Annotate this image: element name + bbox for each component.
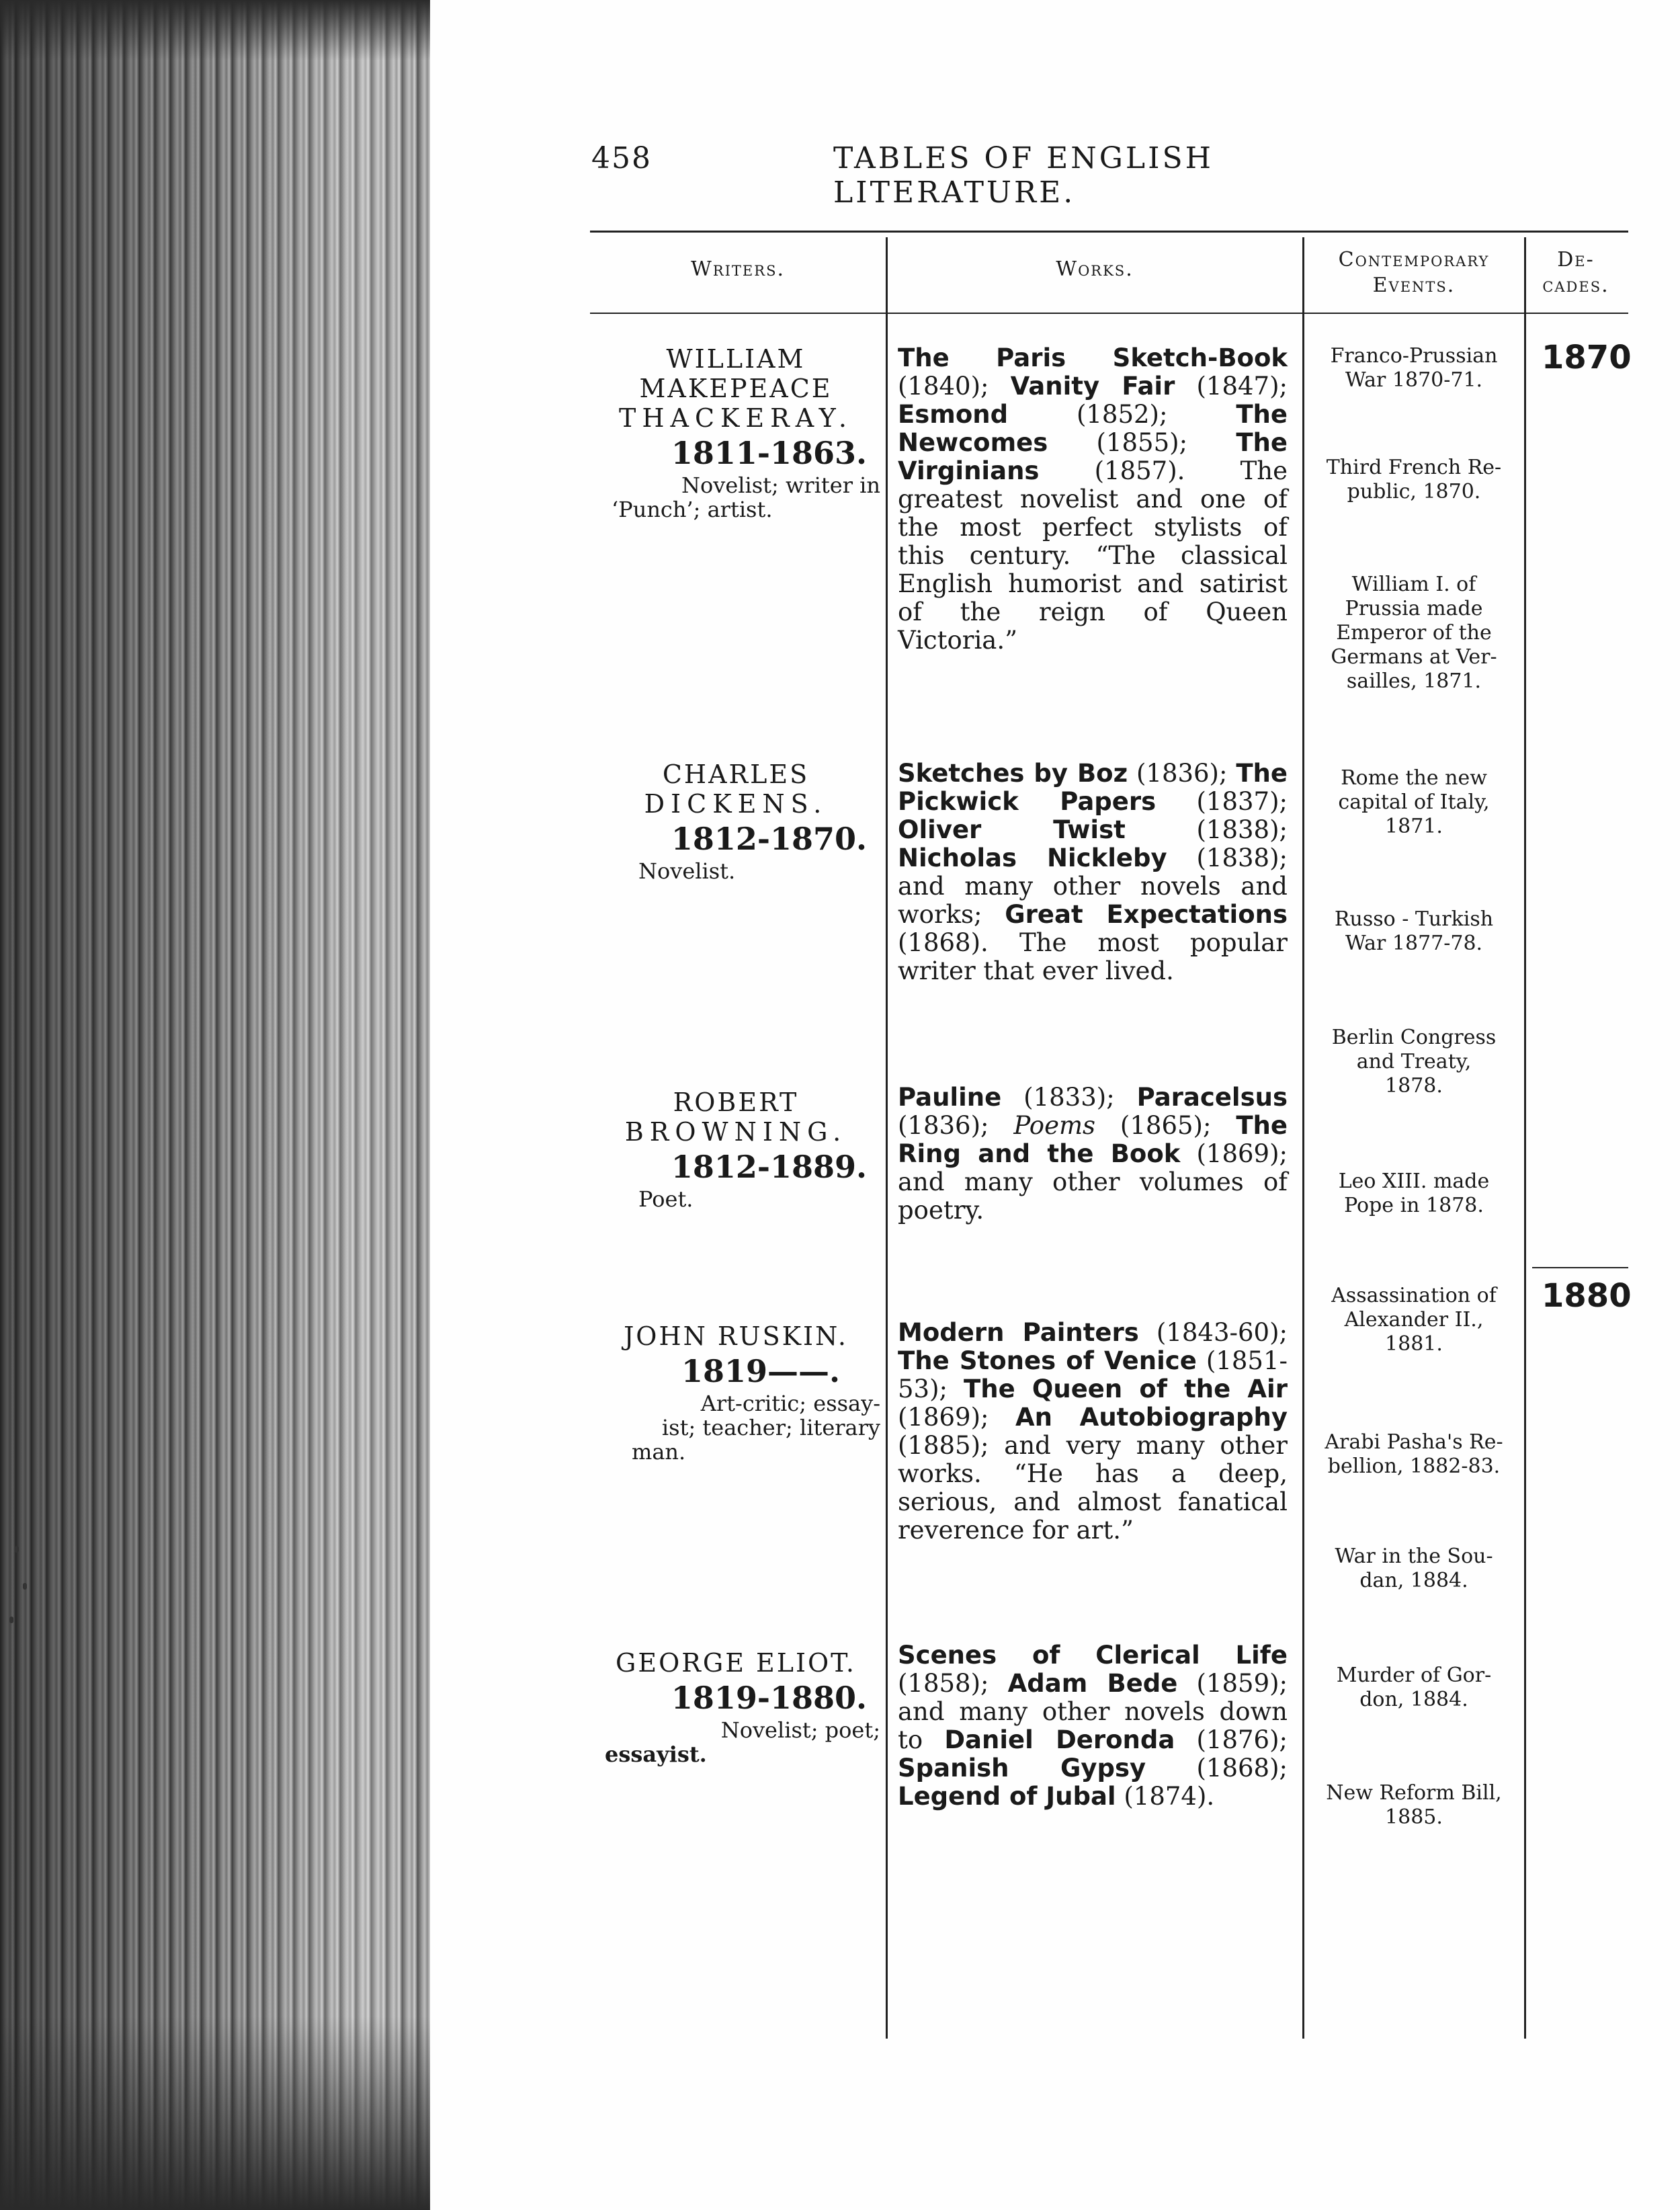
event-entry bbox=[1309, 1170, 1519, 1218]
event-line: War in the Sou- bbox=[1335, 1545, 1493, 1568]
work-title: The Virginians bbox=[898, 428, 1288, 485]
work-title: Oliver Twist bbox=[898, 815, 1126, 844]
work-title: The Ring and the Book bbox=[898, 1111, 1288, 1168]
work-text: (1855); bbox=[1048, 428, 1236, 457]
work-title: The Paris Sketch-Book bbox=[898, 343, 1288, 372]
works-entry-thackeray bbox=[898, 344, 1288, 655]
event-line: Pope in 1878. bbox=[1344, 1194, 1484, 1217]
work-text: (1838); bbox=[1125, 815, 1288, 844]
page-number: 458 bbox=[591, 141, 652, 175]
event-line: War 1877-78. bbox=[1345, 932, 1483, 955]
work-title: The Stones of Venice bbox=[898, 1346, 1197, 1375]
writer-name: MAKEPEACE bbox=[639, 374, 833, 403]
work-text: (1885); and very many other works. “He has a deep, serious, and almost fanatical reverence for art.” bbox=[898, 1431, 1288, 1545]
event-entry bbox=[1309, 456, 1519, 504]
event-line: bellion, 1882-83. bbox=[1327, 1455, 1501, 1478]
work-title: Daniel Deronda bbox=[944, 1725, 1175, 1754]
event-entry bbox=[1309, 1284, 1519, 1356]
event-line: Rome the new bbox=[1341, 766, 1487, 790]
writer-role: Novelist. bbox=[638, 858, 736, 884]
work-title: Legend of Jubal bbox=[898, 1782, 1116, 1811]
work-text: (1836); bbox=[1128, 759, 1236, 788]
event-line: 1878. bbox=[1385, 1074, 1443, 1098]
work-title: An Autobiography bbox=[1015, 1403, 1288, 1432]
column-divider-writers bbox=[886, 237, 888, 2039]
work-title: Modern Painters bbox=[898, 1318, 1139, 1347]
work-title: Sketches by Boz bbox=[898, 759, 1128, 788]
work-title: Scenes of Clerical Life bbox=[898, 1641, 1288, 1670]
event-line: capital of Italy, bbox=[1338, 790, 1490, 814]
writer-name: ROBERT bbox=[673, 1088, 799, 1117]
work-text: (1865); bbox=[1095, 1111, 1236, 1140]
writer-role: ‘Punch’; artist. bbox=[612, 497, 773, 522]
works-entry-ruskin bbox=[898, 1319, 1288, 1545]
book-edge-top-shadow bbox=[0, 0, 430, 60]
book-edge-bottom-shadow bbox=[0, 2016, 430, 2210]
works-entry-dickens bbox=[898, 760, 1288, 985]
running-head bbox=[591, 141, 1398, 210]
writer-entry-ruskin bbox=[591, 1321, 880, 1464]
column-header-decades bbox=[1525, 247, 1626, 298]
event-entry bbox=[1309, 344, 1519, 393]
writer-role: Poet. bbox=[638, 1186, 694, 1212]
writer-role: essayist. bbox=[605, 1742, 707, 1767]
decade-1870: 1870 bbox=[1542, 339, 1632, 376]
column-header-writers-label: Writers. bbox=[690, 257, 785, 281]
event-line: public, 1870. bbox=[1347, 480, 1481, 503]
work-title: Vanity Fair bbox=[1010, 372, 1175, 401]
writer-dates: 1812-1870. bbox=[671, 821, 867, 857]
event-line: Third French Re- bbox=[1326, 456, 1502, 479]
work-text: (1852); bbox=[1008, 400, 1236, 429]
event-entry bbox=[1309, 1664, 1519, 1712]
work-text: (1868). The most popular writer that ever lived. bbox=[898, 928, 1288, 985]
writer-role: Art-critic; essay- bbox=[700, 1391, 880, 1416]
work-text: (1836); bbox=[898, 1111, 1014, 1140]
work-text: (1869); bbox=[898, 1403, 1016, 1432]
event-line: Arabi Pasha's Re- bbox=[1325, 1430, 1503, 1454]
event-line: Murder of Gor- bbox=[1336, 1664, 1492, 1687]
event-line: 1871. bbox=[1385, 815, 1443, 838]
work-text: (1858); bbox=[898, 1669, 1008, 1698]
work-title: The Queen of the Air bbox=[964, 1375, 1288, 1403]
column-header-writers bbox=[590, 257, 886, 282]
writer-name: CHARLES bbox=[662, 760, 810, 789]
column-divider-events bbox=[1524, 237, 1526, 2039]
column-divider-works bbox=[1302, 237, 1304, 2039]
event-line: Russo - Turkish bbox=[1334, 907, 1494, 931]
writer-dates: 1819-1880. bbox=[671, 1680, 867, 1716]
work-text: (1843-60); bbox=[1138, 1318, 1288, 1347]
writer-entry-browning bbox=[591, 1088, 880, 1211]
writer-name: GEORGE ELIOT. bbox=[615, 1648, 856, 1678]
ink-speck bbox=[23, 1583, 27, 1590]
work-text: (1833); bbox=[1001, 1083, 1137, 1112]
event-line: Berlin Congress bbox=[1331, 1026, 1497, 1049]
column-header-decades-line: cades. bbox=[1542, 274, 1609, 297]
writer-name: DICKENS. bbox=[644, 789, 828, 819]
writer-dates: 1811-1863. bbox=[671, 435, 867, 471]
writer-name: WILLIAM bbox=[666, 344, 806, 374]
work-text: (1840); bbox=[898, 372, 1011, 401]
event-line: Prussia made bbox=[1345, 597, 1483, 620]
event-line: 1881. bbox=[1385, 1332, 1443, 1356]
work-text: (1851-53); bbox=[898, 1346, 1288, 1403]
table-header-rule bbox=[590, 313, 1628, 314]
writer-name: THACKERAY. bbox=[619, 403, 853, 433]
work-title: The Pickwick Papers bbox=[898, 759, 1288, 816]
event-line: William I. of bbox=[1351, 573, 1476, 596]
writer-dates: 1812-1889. bbox=[671, 1149, 867, 1185]
work-text: (1859); and many other novels down to bbox=[898, 1669, 1288, 1754]
event-entry bbox=[1309, 1430, 1519, 1479]
event-line: Assassination of bbox=[1331, 1284, 1497, 1307]
column-header-works bbox=[887, 257, 1302, 282]
work-text: (1857). The greatest novelist and one of the most perfect stylists of this century. “The classical English humorist and satirist of the reign of Queen Victoria.” bbox=[898, 456, 1288, 655]
column-header-events bbox=[1304, 247, 1524, 298]
column-header-events-line: Events. bbox=[1372, 274, 1456, 297]
event-line: Alexander II., bbox=[1344, 1308, 1484, 1332]
work-text: (1868); bbox=[1146, 1754, 1288, 1783]
work-text: (1837); bbox=[1156, 787, 1288, 816]
decade-divider-rule bbox=[1532, 1267, 1628, 1268]
writer-entry-dickens bbox=[591, 760, 880, 883]
works-entry-browning bbox=[898, 1083, 1288, 1225]
column-header-works-label: Works. bbox=[1056, 257, 1134, 281]
writer-role: Novelist; writer in bbox=[681, 473, 880, 498]
works-entry-eliot bbox=[898, 1641, 1288, 1811]
decade-1880: 1880 bbox=[1542, 1277, 1632, 1315]
writer-name: BROWNING. bbox=[624, 1117, 847, 1147]
work-text: (1874). bbox=[1116, 1782, 1215, 1811]
event-line: Leo XIII. made bbox=[1338, 1170, 1490, 1193]
event-line: War 1870-71. bbox=[1345, 368, 1483, 392]
work-title: Poems bbox=[1013, 1111, 1096, 1140]
ink-speck bbox=[9, 1616, 13, 1623]
book-edge-shadow bbox=[0, 0, 430, 2210]
ink-speck bbox=[15, 1546, 19, 1553]
writer-entry-eliot bbox=[591, 1648, 880, 1766]
work-title: Esmond bbox=[898, 400, 1009, 429]
event-entry bbox=[1309, 573, 1519, 694]
writer-role: Novelist; poet; bbox=[720, 1717, 880, 1743]
work-title: Pauline bbox=[898, 1083, 1002, 1112]
running-head-title: TABLES OF ENGLISH LITERATURE. bbox=[833, 141, 1214, 210]
writer-dates: 1819——. bbox=[681, 1353, 840, 1389]
event-line: dan, 1884. bbox=[1359, 1569, 1468, 1592]
work-text: (1876); bbox=[1175, 1725, 1288, 1754]
event-line: Emperor of the bbox=[1336, 621, 1492, 645]
column-header-events-line: Contemporary bbox=[1338, 248, 1490, 272]
event-line: Germans at Ver- bbox=[1331, 645, 1497, 669]
event-entry bbox=[1309, 1781, 1519, 1830]
event-line: and Treaty, bbox=[1356, 1050, 1472, 1073]
work-title: Nicholas Nickleby bbox=[898, 844, 1167, 872]
column-header-decades-line: De- bbox=[1557, 248, 1595, 272]
work-text: (1838); and many other novels and works; bbox=[898, 844, 1288, 929]
event-entry bbox=[1309, 1026, 1519, 1098]
work-title: Paracelsus bbox=[1136, 1083, 1288, 1112]
work-title: Adam Bede bbox=[1007, 1669, 1178, 1698]
event-line: New Reform Bill, bbox=[1326, 1781, 1502, 1805]
event-entry bbox=[1309, 766, 1519, 839]
event-entry bbox=[1309, 907, 1519, 956]
event-line: sailles, 1871. bbox=[1346, 669, 1482, 693]
work-text: (1869); and many other volumes of poetry. bbox=[898, 1139, 1288, 1225]
work-title: Great Expectations bbox=[1005, 900, 1288, 929]
writer-name: JOHN RUSKIN. bbox=[624, 1321, 848, 1351]
event-line: don, 1884. bbox=[1359, 1688, 1468, 1711]
work-title: Spanish Gypsy bbox=[898, 1754, 1146, 1783]
writer-entry-thackeray bbox=[591, 344, 880, 522]
work-text: (1847); bbox=[1175, 372, 1288, 401]
event-line: Franco-Prussian bbox=[1330, 344, 1498, 368]
event-line: 1885. bbox=[1385, 1805, 1443, 1829]
writer-role: ist; teacher; literary bbox=[661, 1415, 880, 1440]
table-top-rule bbox=[590, 231, 1628, 233]
writer-role: man. bbox=[632, 1439, 686, 1465]
event-entry bbox=[1309, 1545, 1519, 1593]
work-title: The Newcomes bbox=[898, 400, 1288, 457]
